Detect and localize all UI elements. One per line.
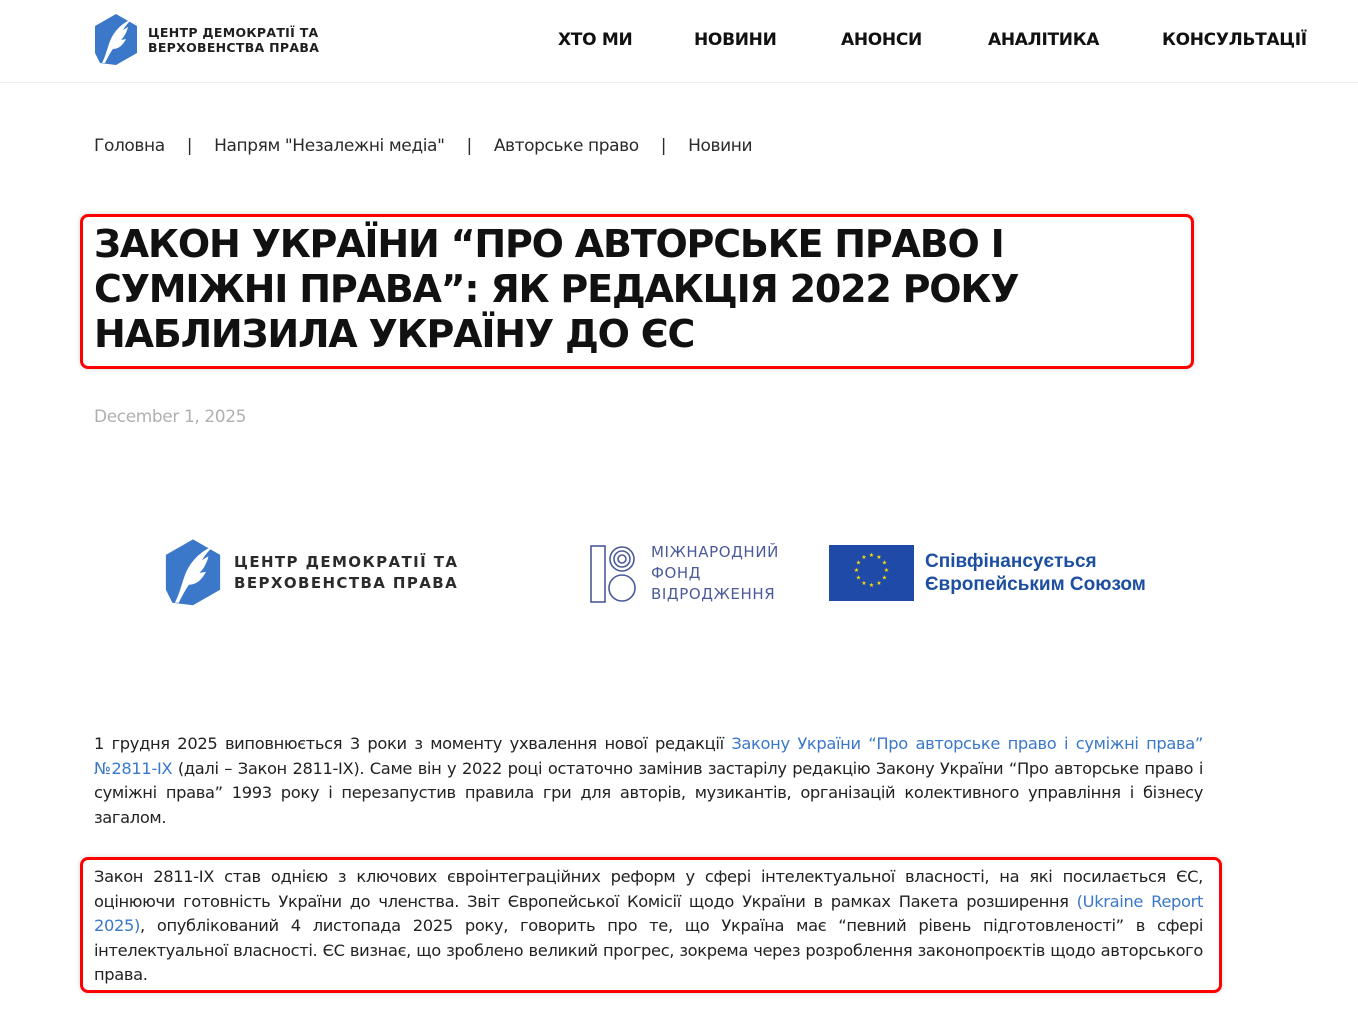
svg-text:★: ★	[868, 582, 875, 589]
nav-item-analytics[interactable]: АНАЛІТИКА	[988, 30, 1100, 50]
svg-text:★: ★	[876, 554, 882, 561]
partner-eu-line-2: Європейським Союзом	[925, 574, 1146, 595]
ukraine-report-link[interactable]: (Ukraine Report 2025)	[94, 891, 1203, 935]
nav-item-about[interactable]: ХТО МИ	[558, 30, 633, 50]
site-logo[interactable]	[92, 13, 319, 67]
breadcrumb-news[interactable]: Новини	[688, 136, 753, 156]
partner-cdrp-line-2: ВЕРХОВЕНСТВА ПРАВА	[234, 574, 459, 592]
paragraph-text: 1 грудня 2025 виповнюється 3 роки з моменту ухвалення нової редакції	[94, 734, 732, 753]
eu-flag-icon	[829, 545, 914, 601]
logo-line-1: ЦЕНТР ДЕМОКРАТІЇ ТА	[148, 25, 319, 40]
partner-cdrp-line-1: ЦЕНТР ДЕМОКРАТІЇ ТА	[234, 553, 459, 571]
partner-eu-logo	[829, 545, 1146, 601]
logo-line-2: ВЕРХОВЕНСТВА ПРАВА	[148, 40, 320, 55]
paragraph-text: , опублікований 4 листопада 2025 року, говорить про те, що Україна має “певний рівень підготовленості” в сфері інтелектуальної власності. ЄС визнає, що зроблено великий прогрес, зокрема через розроблення законопроєктів щодо авторського права.	[94, 916, 1203, 984]
nav-item-consultations[interactable]: КОНСУЛЬТАЦІЇ	[1162, 30, 1307, 50]
svg-text:★: ★	[876, 580, 882, 587]
svg-text:★: ★	[881, 559, 888, 567]
breadcrumb-home[interactable]: Головна	[94, 136, 165, 156]
irf-rings-icon	[589, 544, 637, 604]
nav-item-announcements[interactable]: АНОНСИ	[841, 30, 922, 50]
paragraph-text: (далі – Закон 2811-IX). Саме він у 2022 році остаточно замінив застарілу редакцію Закону України “Про авторське право і суміжні права” 1993 року і перезапустив правила гри для авторів, музикантів, організацій колективного управління і бізнесу загалом.	[94, 758, 1203, 827]
breadcrumb-independent-media[interactable]: Напрям "Незалежні медіа"	[214, 136, 445, 156]
paragraph-text: Закон 2811-IX став однією з ключових євроінтеграційних реформ у сфері інтелектуальної власності, на які посилається ЄС, оцінюючи готовність України до членства. Звіт Європейської Комісії щодо України в рамках Пакета розширення	[94, 867, 1203, 911]
breadcrumb-separator: |	[466, 136, 472, 156]
breadcrumb-copyright[interactable]: Авторське право	[493, 136, 639, 156]
page-title: ЗАКОН УКРАЇНИ “ПРО АВТОРСЬКЕ ПРАВО І СУМІЖНІ ПРАВА”: ЯК РЕДАКЦІЯ 2022 РОКУ НАБЛИЗИЛА УКРАЇНУ ДО ЄС	[94, 222, 1019, 356]
partner-logos	[0, 530, 1358, 620]
law-2811-link[interactable]: Закону України “Про авторське право і суміжні права” №2811-IX	[94, 734, 1203, 778]
feather-hexagon-icon	[92, 13, 140, 67]
svg-text:★: ★	[868, 552, 875, 559]
svg-text:★: ★	[861, 554, 867, 561]
logo-text	[148, 25, 319, 55]
article-paragraph-1	[94, 732, 1203, 830]
partner-cdrp-logo	[162, 538, 458, 608]
partner-irf-line-3: ВІДРОДЖЕННЯ	[651, 585, 776, 603]
partner-eu-line-1: Співфінансується	[925, 551, 1097, 572]
breadcrumb-separator: |	[660, 136, 667, 156]
svg-text:★: ★	[861, 580, 867, 587]
svg-text:★: ★	[883, 567, 890, 574]
nav-item-news[interactable]: НОВИНИ	[694, 30, 777, 50]
article-paragraph-2	[94, 865, 1203, 988]
svg-text:★: ★	[855, 574, 862, 582]
partner-irf-logo	[589, 542, 779, 605]
partner-irf-line-2: ФОНД	[651, 564, 702, 582]
feather-hexagon-icon	[162, 538, 224, 608]
publish-date: December 1, 2025	[94, 407, 247, 427]
partner-irf-line-1: МІЖНАРОДНИЙ	[651, 543, 779, 561]
svg-text:★: ★	[853, 567, 860, 574]
breadcrumb	[94, 136, 752, 156]
svg-text:★: ★	[855, 559, 862, 567]
site-header	[0, 0, 1358, 83]
svg-text:★: ★	[881, 574, 888, 582]
breadcrumb-separator: |	[186, 136, 193, 156]
